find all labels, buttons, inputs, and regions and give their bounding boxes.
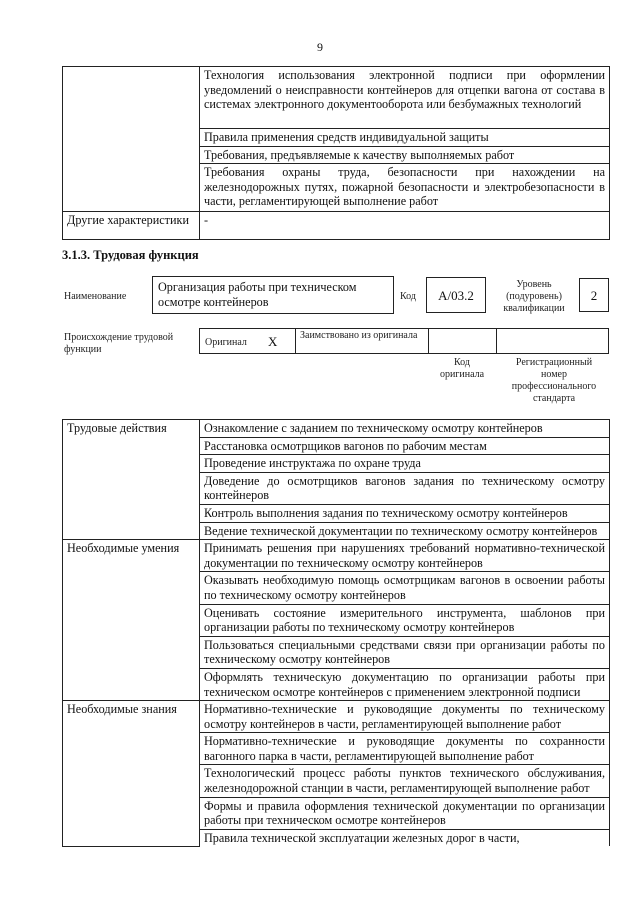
borrowed-label: Заимствовано из оригинала [300, 330, 418, 341]
page-number: 9 [317, 40, 323, 54]
table-row: Нормативно-технические и руководящие документы по сохранности вагонного парка в части, регламентирующей выполнение работ [200, 733, 610, 765]
table-row: Пользоваться специальными средствами связи при организации работы по техническому осмотру контейнеров [200, 636, 610, 668]
top-table-row: Правила применения средств индивидуальной защиты [200, 129, 610, 147]
origin-divider [295, 328, 296, 354]
section-heading: 3.1.3. Трудовая функция [62, 248, 199, 262]
top-knowledge-table [62, 66, 610, 240]
origin-divider [496, 328, 497, 354]
table-row: Формы и правила оформления технической документации по организации работы при техническом осмотре контейнеров [200, 797, 610, 829]
function-name-box: Организация работы при техническом осмотре контейнеров [152, 276, 394, 314]
other-characteristics-value: - [200, 212, 610, 240]
origin-label: Происхождение трудовой функции [64, 332, 174, 355]
code-label: Код [400, 291, 416, 302]
original-label: Оригинал [205, 337, 247, 348]
main-function-table [62, 419, 610, 847]
top-table-left-cell [63, 67, 200, 212]
top-table-row: Требования, предъявляемые к качеству выполняемых работ [200, 146, 610, 164]
group-label: Трудовые действия [63, 420, 200, 540]
origin-divider [428, 328, 429, 354]
table-row: Расстановка осмотрщиков вагонов по рабочим местам [200, 437, 610, 455]
table-row: Правила технической эксплуатации железных дорог в части, [200, 829, 610, 846]
table-row: Контроль выполнения задания по техническому осмотру контейнеров [200, 504, 610, 522]
table-row: Оценивать состояние измерительного инструмента, шаблонов при организации работы по техническому осмотру контейнеров [200, 604, 610, 636]
name-label: Наименование [64, 291, 127, 302]
table-row: Доведение до осмотрщиков вагонов задания по техническому осмотру контейнеров [200, 472, 610, 504]
original-mark: X [268, 334, 278, 349]
code-value-box: A/03.2 [426, 277, 486, 313]
table-row: Принимать решения при нарушениях требований нормативно-технической документации по техническому осмотру контейнеров [200, 540, 610, 572]
top-table-row: Технология использования электронной подписи при оформлении уведомлений о неисправности контейнеров для отцепки вагона от состава в системах электронного документооборота или безбумажных технологий [200, 67, 610, 129]
table-row: Ознакомление с заданием по техническому осмотру контейнеров [200, 420, 610, 438]
code-original-caption: Код оригинала [439, 357, 485, 380]
table-row: Ведение технической документации по техническому осмотру контейнеров [200, 522, 610, 540]
other-characteristics-label: Другие характеристики [63, 212, 200, 240]
reg-number-caption: Регистрационный номер профессионального стандарта [511, 357, 597, 404]
qualification-level-label: Уровень (подуровень) квалификации [503, 279, 565, 314]
table-row: Технологический процесс работы пунктов технического обслуживания, железнодорожной станции в части, регламентирующей выполнение работ [200, 765, 610, 797]
table-row: Оказывать необходимую помощь осмотрщикам вагонов в освоении работы по техническому осмотру контейнеров [200, 572, 610, 604]
table-row: Оформлять техническую документацию по организации работы при техническом осмотре контейнеров с применением электронной подписи [200, 668, 610, 700]
table-row: Нормативно-технические и руководящие документы по техническому осмотру контейнеров в части, регламентирующей выполнение работ [200, 701, 610, 733]
group-label: Необходимые умения [63, 540, 200, 701]
table-row: Проведение инструктажа по охране труда [200, 455, 610, 473]
qualification-level-box: 2 [579, 278, 609, 312]
top-table-row: Требования охраны труда, безопасности при нахождении на железнодорожных путях, пожарной безопасности и электробезопасности в части, регламентирующей выполнение работ [200, 164, 610, 212]
group-label: Необходимые знания [63, 701, 200, 847]
